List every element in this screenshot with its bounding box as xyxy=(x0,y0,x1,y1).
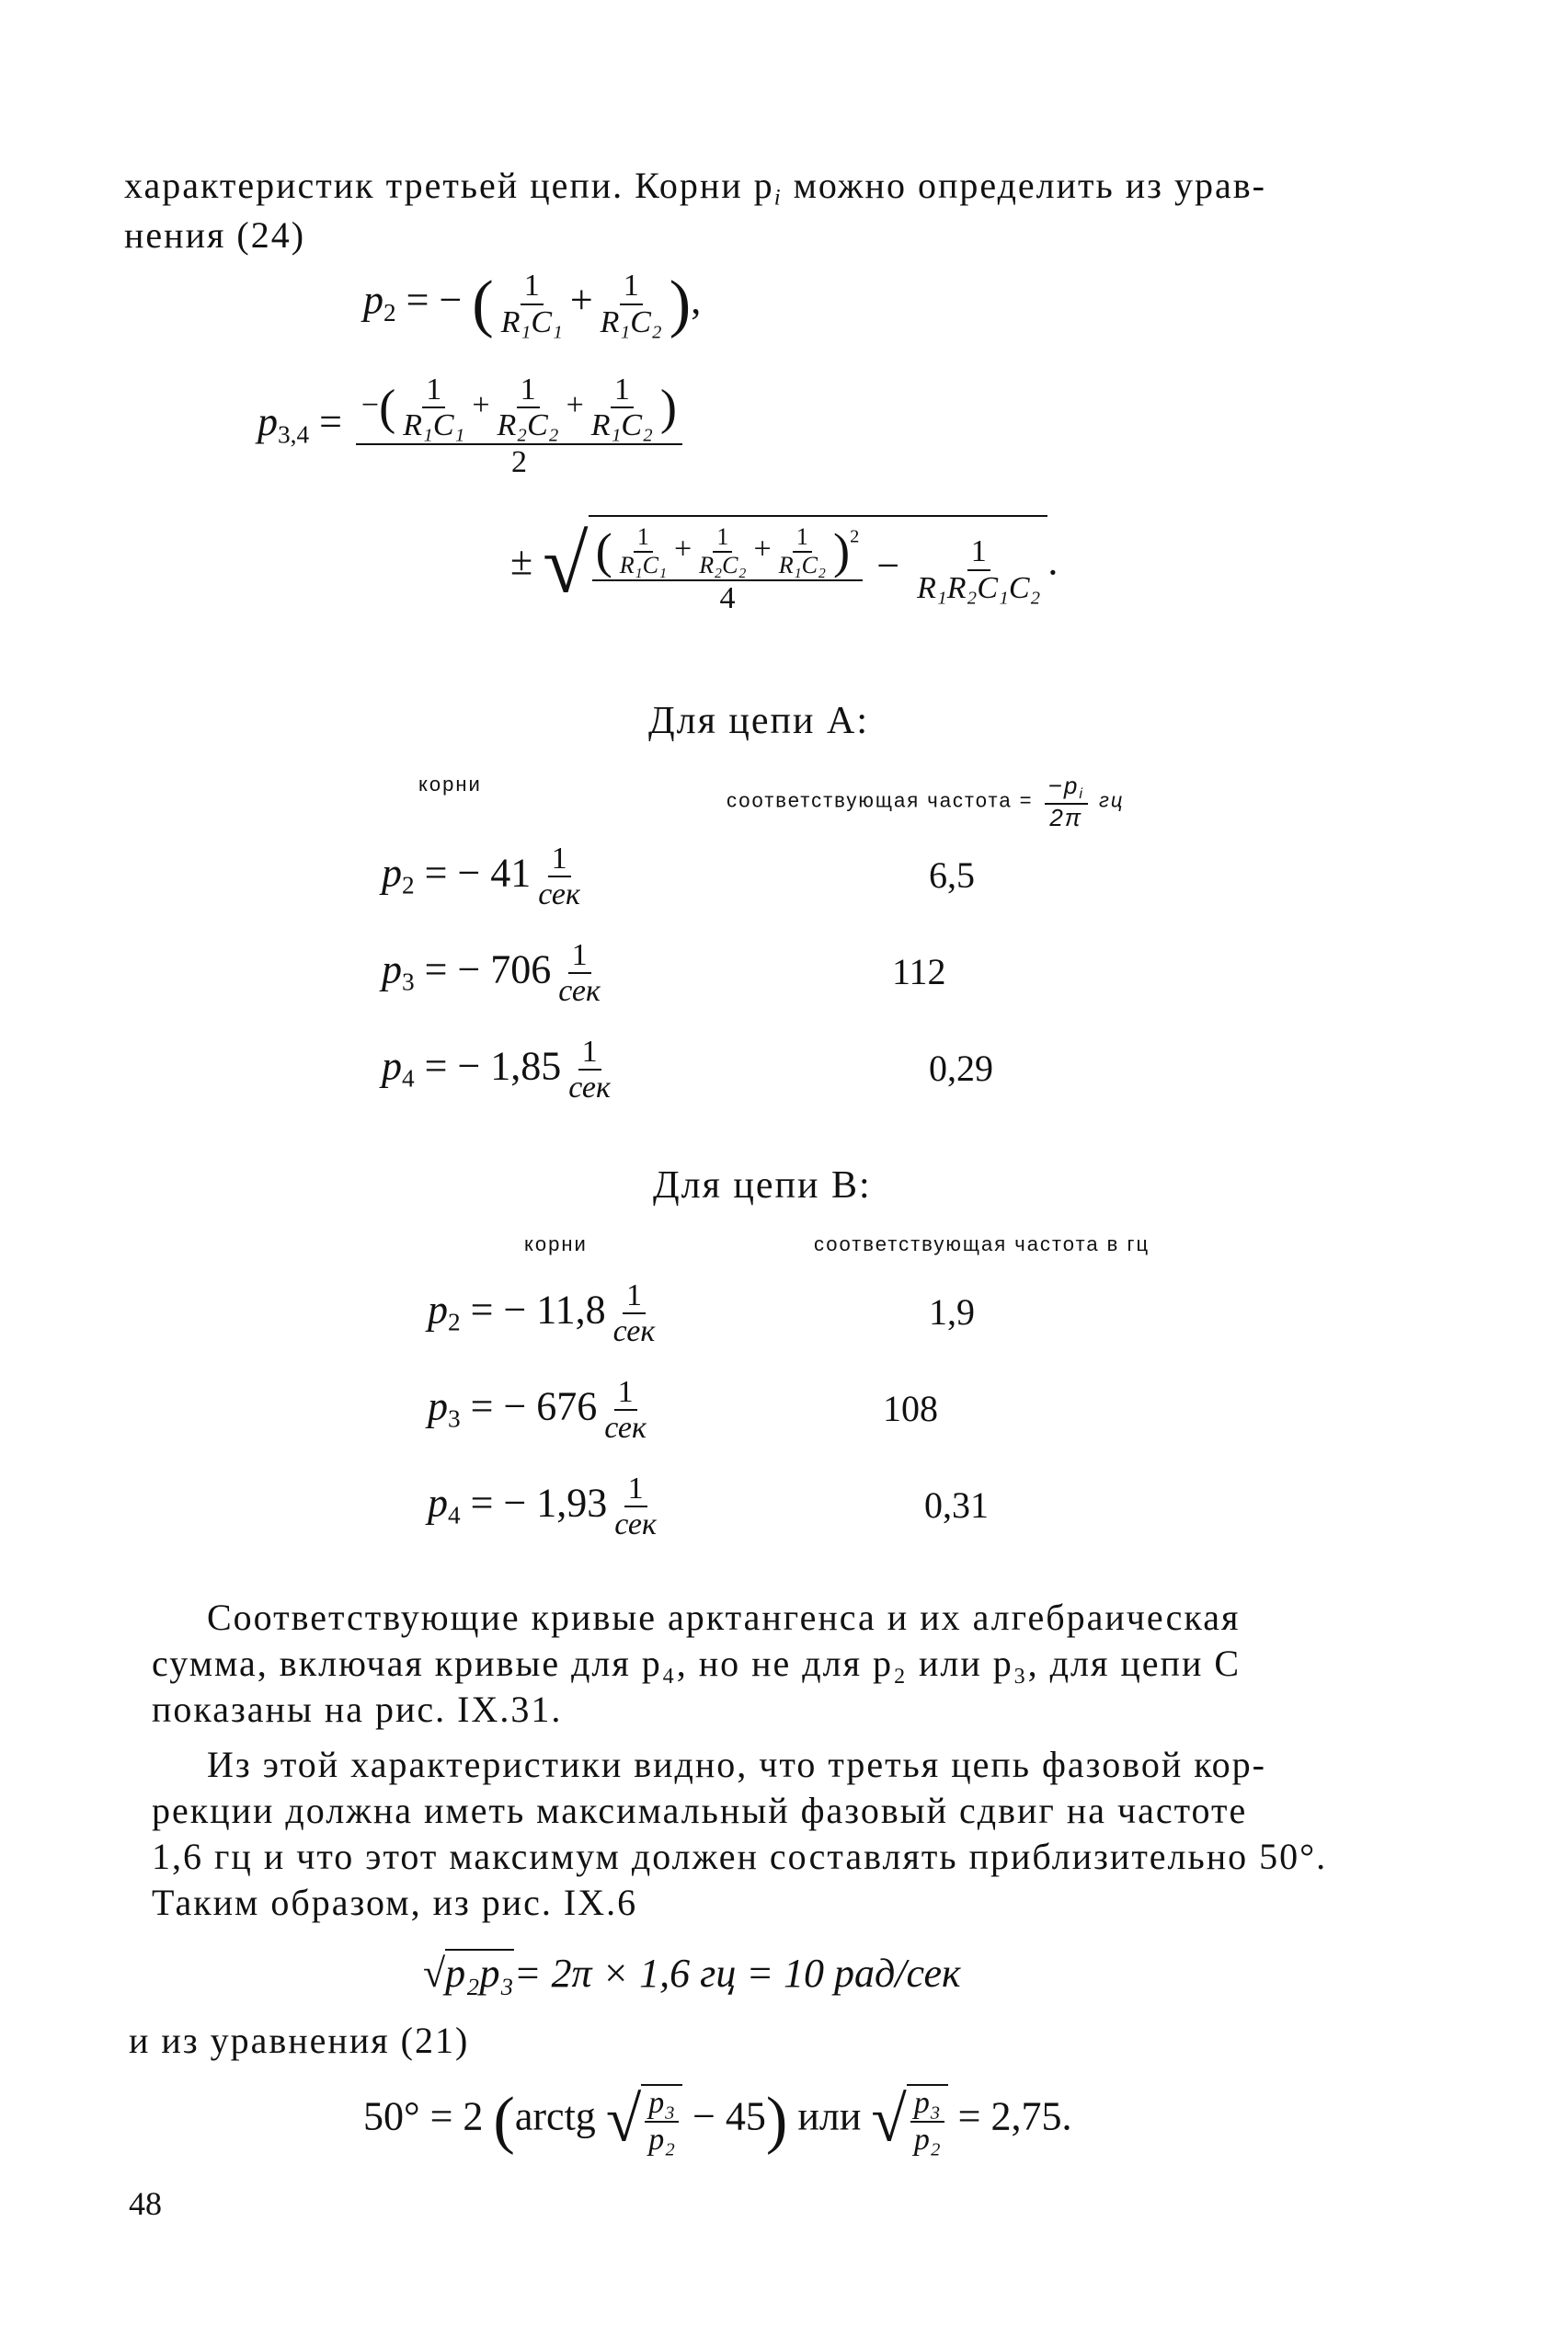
para2-line-2: рекции должна иметь максимальный фазовый сдвиг на частоте xyxy=(152,1790,1248,1831)
intro-line-1: характеристик третьей цепи. Корни $p_i$ можно определить из урав- xyxy=(124,165,1266,211)
para2-line-1: Из этой характеристики видно, что третья цепь фазовой кор- xyxy=(207,1744,1266,1785)
section-a-freq-p3: 112 xyxy=(892,951,946,992)
section-a-row-p2: $p_2$ = − 41 $\frac{1}{\text{сек}}$ xyxy=(382,842,580,912)
formula-p34: $p_{3,4}$ = −( $\frac{1}{\text{R₁C₁}}$ + $\frac{1}{\text{R₂C₂}}$ + $\frac{1}{\text{R₁C₂}}$ ) 2 xyxy=(258,372,686,479)
section-b-row-p3: $p_3$ = − 676 $\frac{1}{\text{сек}}$ xyxy=(428,1375,647,1446)
section-b-freq-p2: 1,9 xyxy=(929,1291,975,1333)
section-b-freq-p4: 0,31 xyxy=(924,1484,989,1526)
page-number: 48 xyxy=(129,2185,162,2222)
section-a-row-p4: $p_4$ = − 1,85 $\frac{1}{\text{сек}}$ xyxy=(382,1035,611,1105)
section-b-row-p4: $p_4$ = − 1,93 $\frac{1}{\text{сек}}$ xyxy=(428,1472,657,1542)
formula-sqrt-p2p3: √p₂p₃= 2π × 1,6 гц = 10 рад/сек xyxy=(423,1951,961,1996)
section-a-col-freq: соответствующая частота = $\frac{-p_i}{2\pi}$ гц xyxy=(727,772,1125,831)
formula-p2: $p_2$ = − ( $\frac{1}{\text{R₁C₁}}$ + $\frac{1}{\text{R₁C₂}}$ ), xyxy=(363,268,702,339)
section-a-col-roots: корни xyxy=(418,773,482,796)
formula-final: 50° = 2 (arctg √ $\frac{\text{p₃}}{\text{p₂}}$ − 45) или √ $\frac{\text{p₃}}{\text{p₂}}$ = 2,75. xyxy=(363,2084,1072,2157)
section-b-col-roots: корни xyxy=(524,1232,588,1255)
para1-line-3: показаны на рис. IX.31. xyxy=(152,1689,563,1730)
section-a-freq-p4: 0,29 xyxy=(929,1048,993,1089)
para2-line-3: 1,6 гц и что этот максимум должен составлять приблизительно 50°. xyxy=(152,1836,1328,1877)
section-b-row-p2: $p_2$ = − 11,8 $\frac{1}{\text{сек}}$ xyxy=(428,1278,656,1349)
section-a-freq-p2: 6,5 xyxy=(929,854,975,896)
formula-p34-root: ± √ ( $\frac{1}{\text{R₁C₁}}$ + $\frac{1}{\text{R₂C₂}}$ + $\frac{1}{\text{R₁C₂}}$ )$^2$ 4 − $\frac{1}{\text{R₁R₂C₁C₂}}$ . xyxy=(510,515,1058,615)
section-a-row-p3: $p_3$ = − 706 $\frac{1}{\text{сек}}$ xyxy=(382,938,601,1009)
section-b-col-freq: соответствующая частота в гц xyxy=(814,1232,1150,1255)
section-a-title: Для цепи A: xyxy=(648,700,869,742)
section-b-freq-p3: 108 xyxy=(883,1388,938,1429)
line-and-equation: и из уравнения (21) xyxy=(129,2020,470,2061)
section-b-title: Для цепи B: xyxy=(653,1164,872,1207)
intro-line-2: нения (24) xyxy=(124,214,306,256)
para2-line-4: Таким образом, из рис. IX.6 xyxy=(152,1882,638,1923)
para1-line-2: сумма, включая кривые для p₄, но не для p₂ или p₃, для цепи C xyxy=(152,1643,1242,1684)
para1-line-1: Соответствующие кривые арктангенса и их алгебраическая xyxy=(207,1597,1241,1638)
